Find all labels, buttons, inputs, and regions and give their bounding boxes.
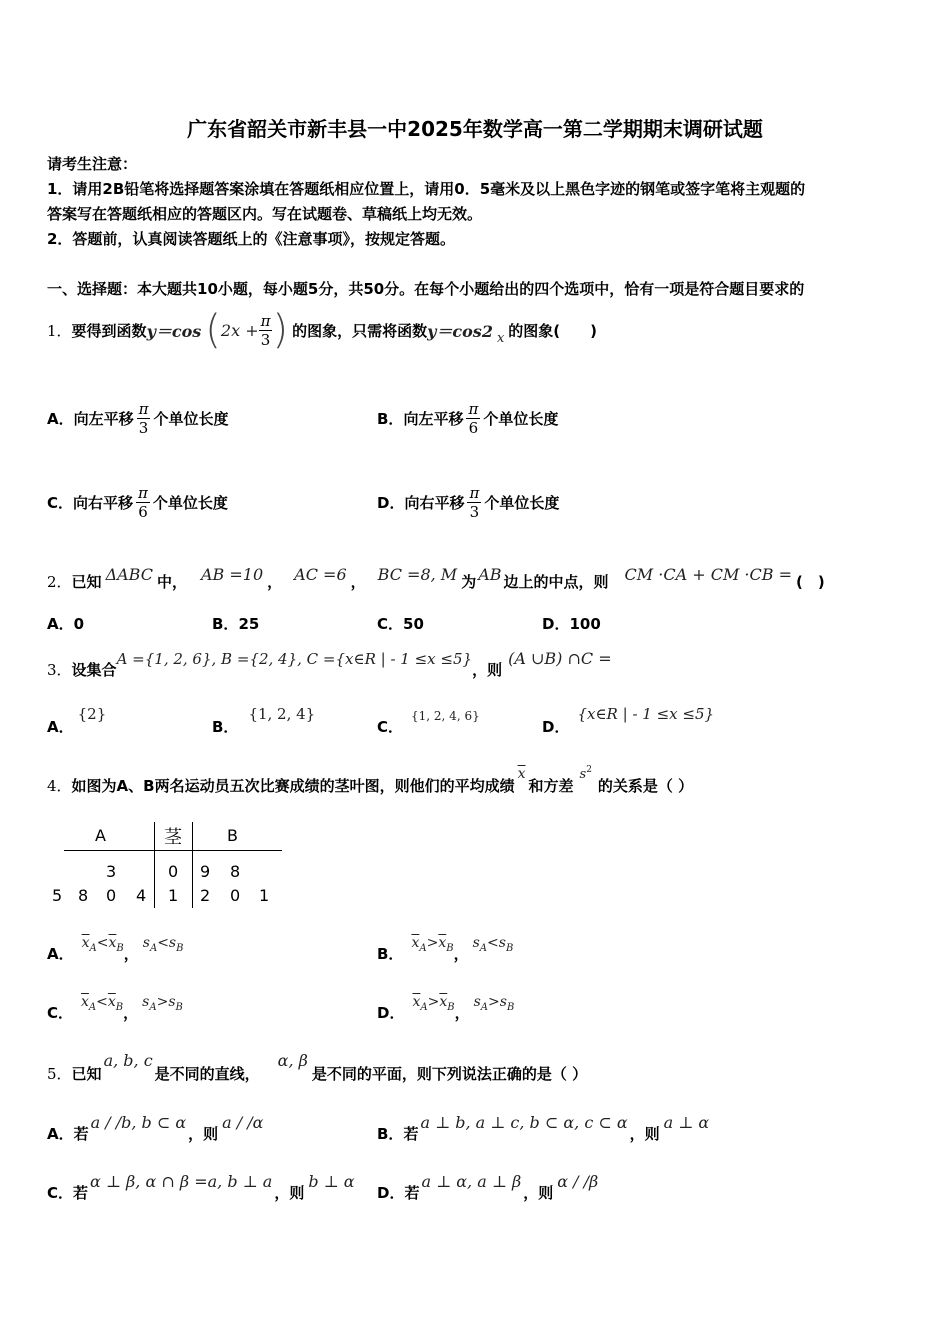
q5-text: 是不同的直线，	[154, 1065, 260, 1083]
option-value: {1, 2, 4, 6}	[411, 709, 480, 723]
q2-ac: AC =6	[294, 565, 347, 584]
option-condition: a / /b, b ⊂ α	[90, 1113, 187, 1132]
option-label: B．	[377, 945, 404, 963]
leaf-a: 3	[106, 862, 117, 881]
option-value: 0	[73, 615, 85, 633]
q1-arg: 2x +	[220, 320, 259, 340]
option-label: D．	[542, 615, 570, 633]
question-number: 1．	[47, 321, 72, 340]
option-text: 若	[73, 1184, 89, 1202]
option-conclusion: b ⊥ α	[308, 1172, 355, 1191]
notice-line2: 2．答题前，认真阅读答题纸上的《注意事项》，按规定答题。	[47, 230, 455, 248]
option-conclusion: a ⊥ α	[663, 1113, 710, 1132]
option-label: C．	[377, 718, 404, 736]
option-text-post: 个单位长度	[153, 409, 229, 428]
option-label: D．	[377, 1004, 405, 1022]
option-text: ，则	[523, 1184, 554, 1202]
q5-option-d[interactable]	[377, 1167, 598, 1203]
q1-option-d[interactable]	[377, 472, 559, 532]
option-conclusion: a / /α	[222, 1113, 264, 1132]
option-text-post: 个单位长度	[484, 493, 560, 512]
q4-option-b[interactable]	[377, 930, 513, 964]
option-variance-relation: $s_A>s_B$	[473, 994, 515, 1013]
option-label: A．	[47, 945, 74, 963]
q2-expression: CM ·CA + CM ·CB =	[624, 565, 792, 584]
option-mean-relation: $\overline{x}_A<\overline{x}_B$	[81, 994, 124, 1013]
leaf-b: 9	[200, 862, 211, 881]
section-heading: 一、选择题：本大题共10小题，每小题5分，共50分。在每个小题给出的四个选项中，恰有一项是符合题目要求的	[47, 280, 805, 298]
option-fraction: $\frac{\pi}{6}$	[138, 483, 148, 521]
q2-text: ( )	[796, 573, 825, 591]
option-label: B．	[212, 718, 239, 736]
leaf-b: 2	[200, 886, 211, 905]
q4-option-c[interactable]	[47, 989, 183, 1023]
option-text-post: 个单位长度	[483, 409, 559, 428]
q1-paren: ( 2x + $\frac{\pi}{3}$ )	[205, 307, 289, 353]
q1-option-a[interactable]	[47, 388, 229, 448]
q2-ab-seg: AB	[478, 565, 502, 584]
q4-text: 和方差	[528, 777, 574, 795]
q5-lines: a, b, c	[103, 1051, 153, 1070]
option-text: 向左平移	[403, 409, 464, 428]
option-mean-relation: $\overline{x}_A>\overline{x}_B$	[412, 994, 455, 1013]
question-number: 2．	[47, 573, 72, 591]
page-title: 广东省韶关市新丰县一中2025年数学高一第二学期期末调研试题	[187, 117, 763, 141]
q5-text: 已知	[71, 1065, 102, 1083]
q3-text: ，则	[472, 661, 503, 679]
leaf-a: 0	[106, 886, 117, 905]
q4-option-d[interactable]	[377, 989, 514, 1023]
option-value: {2}	[77, 705, 107, 723]
q2-triangle: ΔABC	[105, 565, 153, 584]
option-separator: ，	[453, 945, 469, 963]
q1-x: x	[496, 330, 505, 346]
q4-text: 如图为A、B两名运动员五次比赛成绩的茎叶图，则他们的平均成绩	[71, 777, 515, 795]
leaf-b: 1	[259, 886, 270, 905]
q3-sets: A ={1, 2, 6}, B ={2, 4}, C ={x∈R | - 1 ≤x ≤5}	[116, 650, 473, 668]
q2-text: ，	[350, 573, 366, 591]
question-number: 5．	[47, 1065, 72, 1083]
q1-post: 的图象( )	[508, 321, 598, 340]
q4-option-a[interactable]	[47, 930, 183, 964]
q5-text: 是不同的平面，则下列说法正确的是（ ）	[311, 1065, 588, 1083]
option-separator: ，	[123, 1004, 139, 1022]
question-number: 4．	[47, 777, 72, 795]
option-variance-relation: $s_A>s_B$	[142, 994, 183, 1013]
q2-option-b[interactable]	[212, 613, 259, 634]
option-condition: α ⊥ β, α ∩ β =a, b ⊥ a	[90, 1172, 273, 1191]
option-text: ，则	[274, 1184, 305, 1202]
question-4	[47, 762, 693, 796]
question-number: 3．	[47, 661, 72, 679]
leaf-a: 5	[52, 886, 63, 905]
option-label: A．	[47, 1125, 74, 1143]
notice-heading: 请考生注意：	[47, 155, 138, 173]
q5-option-b[interactable]	[377, 1108, 709, 1144]
option-text: 若	[404, 1184, 420, 1202]
option-label: C．	[47, 1184, 74, 1202]
header-a: A	[95, 826, 106, 845]
option-text: 向左平移	[73, 409, 134, 428]
option-label: C．	[377, 615, 404, 633]
option-variance-relation: $s_A<s_B$	[472, 935, 514, 954]
divider-left	[154, 822, 155, 908]
option-text: ，则	[188, 1125, 219, 1143]
q3-option-a[interactable]	[47, 703, 106, 737]
q5-option-a[interactable]	[47, 1108, 263, 1144]
q1-text: 要得到函数	[71, 321, 147, 340]
option-value: {x∈R | - 1 ≤x ≤5}	[577, 705, 715, 723]
option-text: 向右平移	[73, 493, 134, 512]
option-text: 若	[73, 1125, 89, 1143]
q1-mid: 的图象，只需将函数	[292, 321, 428, 340]
divider-header	[64, 850, 282, 851]
question-5	[47, 1048, 587, 1084]
divider-right	[192, 822, 193, 908]
leaf-b: 0	[230, 886, 241, 905]
q3-expression: (A ∪B) ∩C =	[508, 649, 612, 668]
option-text: 若	[403, 1125, 419, 1143]
q5-option-c[interactable]	[47, 1167, 355, 1203]
q2-option-d[interactable]	[542, 613, 601, 634]
option-text: 向右平移	[404, 493, 465, 512]
option-label: B．	[212, 615, 239, 633]
q3-option-b[interactable]	[212, 703, 315, 737]
q3-option-d[interactable]	[542, 703, 714, 737]
q2-text: ，	[267, 573, 283, 591]
q1-func2: y＝cos2	[427, 321, 493, 341]
notice-line1: 1．请用2B铅笔将选择题答案涂填在答题纸相应位置上，请用0．5毫米及以上黑色字迹的钢笔或签字笔将主观题的	[47, 180, 806, 198]
q4-variance-symbol: $s^2$	[579, 765, 592, 782]
question-1	[47, 305, 597, 355]
q1-option-b[interactable]	[377, 388, 558, 448]
option-label: C．	[47, 1004, 74, 1022]
header-stem: 茎	[164, 827, 182, 848]
option-conclusion: α / /β	[557, 1172, 599, 1191]
q3-option-c[interactable]	[377, 703, 480, 737]
option-value: 25	[238, 615, 260, 633]
leaf-b: 8	[230, 862, 241, 881]
q4-mean-symbol: $\overline{x}$	[517, 766, 526, 782]
option-text-post: 个单位长度	[152, 493, 228, 512]
q2-text: 为	[461, 573, 477, 591]
question-2	[47, 556, 825, 592]
question-3	[47, 646, 612, 680]
stem-leaf-plot	[40, 820, 290, 910]
option-value: 50	[403, 615, 424, 633]
q2-text: 已知	[71, 573, 102, 591]
q2-ab: AB =10	[200, 565, 264, 584]
q1-func1: y＝cos	[146, 321, 202, 341]
option-separator: ，	[454, 1004, 470, 1022]
option-label: B．	[377, 409, 404, 428]
option-condition: a ⊥ b, a ⊥ c, b ⊂ α, c ⊂ α	[420, 1113, 628, 1132]
option-variance-relation: $s_A<s_B$	[142, 935, 184, 954]
option-label: A．	[47, 615, 74, 633]
q2-bc: BC =8, M	[377, 565, 458, 584]
option-mean-relation: $\overline{x}_A>\overline{x}_B$	[411, 935, 454, 954]
option-label: D．	[542, 718, 570, 736]
q1-option-c[interactable]	[47, 472, 228, 532]
leaf-a: 4	[136, 886, 147, 905]
q2-option-a[interactable]	[47, 613, 84, 634]
option-value: {1, 2, 4}	[248, 705, 316, 723]
header-b: B	[227, 826, 238, 845]
option-fraction: $\frac{\pi}{3}$	[138, 399, 149, 437]
option-separator: ，	[123, 945, 139, 963]
option-condition: a ⊥ α, a ⊥ β	[421, 1172, 522, 1191]
q2-text: 边上的中点，则	[503, 573, 609, 591]
option-text: ，则	[629, 1125, 660, 1143]
option-label: D．	[377, 493, 405, 512]
option-mean-relation: $\overline{x}_A<\overline{x}_B$	[81, 935, 124, 954]
stem-value: 1	[168, 886, 179, 905]
option-fraction: $\frac{\pi}{3}$	[469, 483, 480, 521]
leaf-a: 8	[78, 886, 89, 905]
option-label: B．	[377, 1125, 404, 1143]
q2-text: 中，	[156, 573, 187, 591]
q3-text: 设集合	[71, 661, 117, 679]
q4-text: 的关系是（ ）	[597, 777, 694, 795]
option-fraction: $\frac{\pi}{6}$	[468, 399, 479, 437]
option-label: A．	[47, 718, 74, 736]
q5-planes: α, β	[277, 1051, 308, 1070]
q1-fraction: $\frac{\pi}{3}$	[260, 311, 271, 349]
option-label: D．	[377, 1184, 405, 1202]
notice-line1b: 答案写在答题纸相应的答题区内。写在试题卷、草稿纸上均无效。	[47, 205, 483, 223]
option-value: 100	[569, 615, 601, 633]
option-label: C．	[47, 493, 74, 512]
option-label: A．	[47, 409, 74, 428]
q2-option-c[interactable]	[377, 613, 424, 634]
stem-value: 0	[168, 862, 179, 881]
